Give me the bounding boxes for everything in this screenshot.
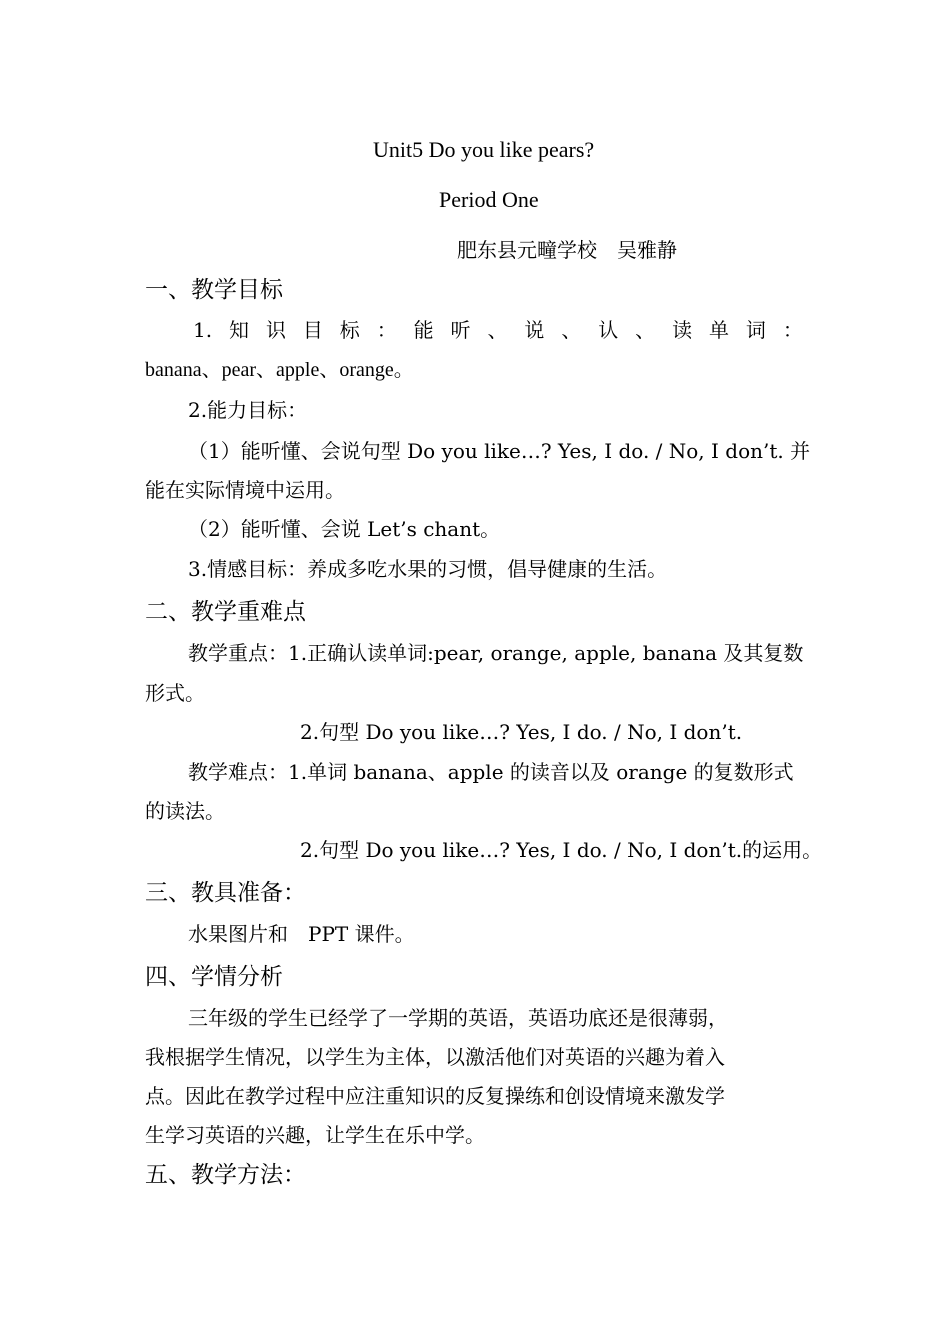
ability-goal-label: 2.能力目标： [188,398,308,422]
knowledge-goal-char: 、 [635,318,656,342]
key-point-line2: 形式。 [145,681,205,705]
knowledge-goal-char: 、 [561,318,582,342]
knowledge-goal-char: 目 [302,318,323,342]
knowledge-goal-char: 听 [450,318,471,342]
difficulty-line2: 的读法。 [145,799,225,823]
knowledge-goal-char: 说 [524,318,545,342]
section-heading-methods: 五、教学方法： [145,1162,306,1188]
materials-content: 水果图片和 PPT 课件。 [188,922,415,946]
knowledge-goal-char: 单 [709,318,729,342]
section-heading-key-points: 二、教学重难点 [145,599,306,625]
knowledge-goal-char: ： [376,318,397,342]
knowledge-goal-char: 词 [745,318,766,342]
knowledge-goal-char: 读 [672,318,693,342]
doc-title: Unit5 Do you like pears? [373,137,595,162]
knowledge-goal-words: banana、pear、apple、orange。 [145,359,414,381]
key-point-line1: 教学重点：1.正确认读单词:pear, orange, apple, banana 及其复数 [188,641,804,665]
knowledge-goal-char: 识 [265,318,286,342]
knowledge-goal-char: 、 [487,318,508,342]
knowledge-goal-char: 标 [339,318,360,342]
analysis-line4: 生学习英语的兴趣，让学生在乐中学。 [145,1123,485,1147]
ability-goal-1-line1: （1）能听懂、会说句型 Do you like…? Yes, I do. / No, I don’t. 并 [188,439,811,463]
knowledge-goal-char: ： [782,318,803,342]
section-heading-student-analysis: 四、学情分析 [145,964,283,990]
section-heading-objectives: 一、教学目标 [145,277,283,303]
author-line: 肥东县元疃学校 吴雅静 [457,238,677,262]
emotion-goal: 3.情感目标：养成多吃水果的习惯，倡导健康的生活。 [188,557,668,581]
ability-goal-1-line2: 能在实际情境中运用。 [145,478,345,502]
difficulty-item2: 2.句型 Do you like…? Yes, I do. / No, I don’t.的运用。 [300,838,823,862]
knowledge-goal-char: 知 [229,318,250,342]
analysis-line2: 我根据学生情况，以学生为主体，以激活他们对英语的兴趣为着入 [145,1045,725,1069]
section-heading-materials: 三、教具准备： [145,880,306,906]
knowledge-goal-char: 认 [598,318,619,342]
period-label: Period One [439,187,539,212]
analysis-line3: 点。因此在教学过程中应注重知识的反复操练和创设情境来激发学 [145,1084,725,1108]
ability-goal-2: （2）能听懂、会说 Let’s chant。 [188,517,501,541]
key-point-item2: 2.句型 Do you like…? Yes, I do. / No, I don’t. [300,720,743,744]
knowledge-goal-char: 1. [193,318,213,342]
knowledge-goal-char: 能 [413,318,434,342]
knowledge-goal-line [193,318,803,342]
analysis-line1: 三年级的学生已经学了一学期的英语，英语功底还是很薄弱， [188,1006,728,1030]
difficulty-line1: 教学难点：1.单词 banana、apple 的读音以及 orange 的复数形式 [188,760,794,784]
